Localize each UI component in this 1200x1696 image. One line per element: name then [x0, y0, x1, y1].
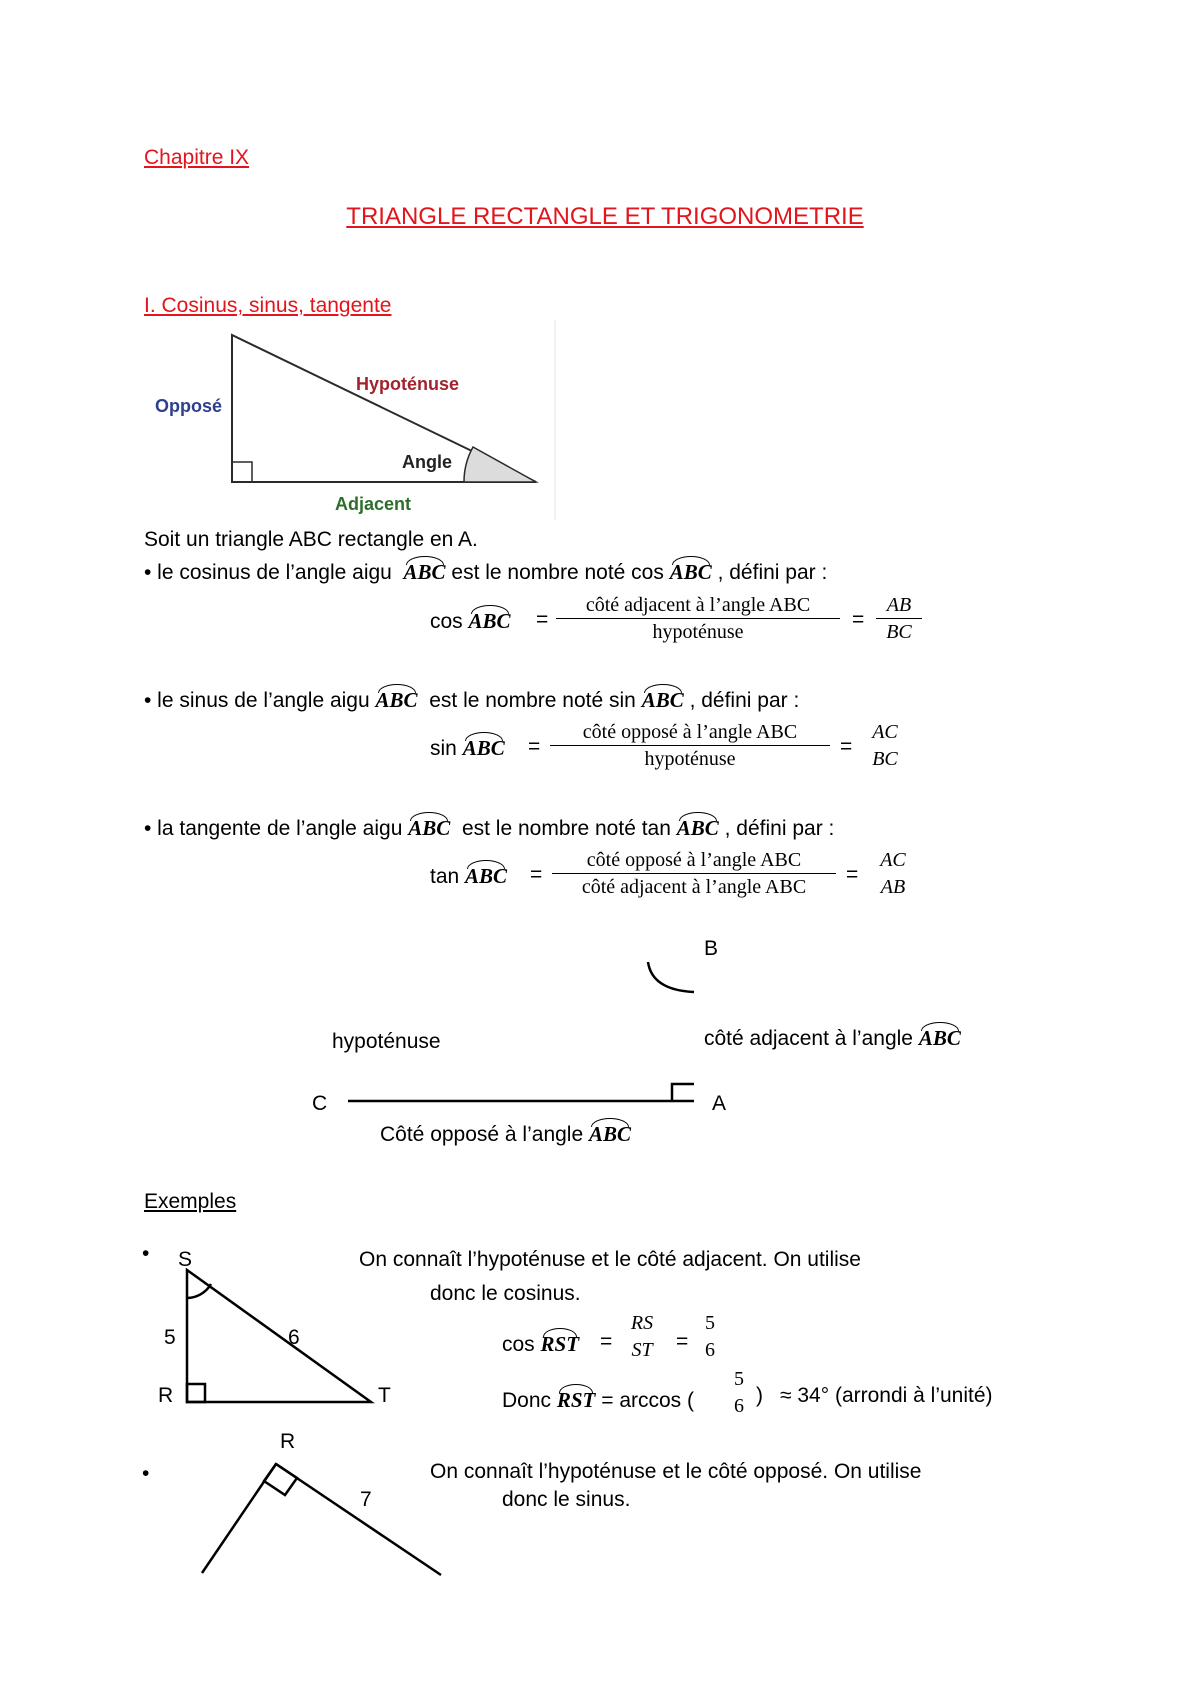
example1-vertex-r: R	[158, 1384, 174, 1407]
sin-denominator-2: BC	[872, 748, 898, 770]
example1-donc: Donc	[502, 1389, 552, 1412]
sin-eq-2: =	[840, 735, 853, 758]
tan-denominator: côté adjacent à l’angle ABC	[581, 876, 807, 898]
fig-oppose-label: Opposé	[155, 396, 223, 416]
cos-definition-line	[144, 556, 827, 585]
triangle-figure	[144, 320, 556, 520]
cos-denominator: hypoténuse	[652, 621, 744, 643]
vertex-c-label: C	[312, 1092, 328, 1115]
tan-denominator-2: AB	[880, 876, 906, 898]
angle-abc: ABC	[469, 605, 511, 634]
tan-line-a: • la tangente de l’angle aigu	[144, 817, 403, 840]
angle-abc: ABC	[670, 556, 712, 585]
sin-numerator-2: AC	[872, 721, 898, 743]
example1-arccos-fraction	[728, 1366, 750, 1419]
vertex-a-label: A	[712, 1092, 727, 1115]
example1-triangle	[150, 1268, 390, 1418]
angle-abc: ABC	[408, 812, 450, 841]
sin-line-b: est le nombre noté sin	[429, 689, 636, 712]
example1-result: ≈ 34° (arrondi à l’unité)	[780, 1384, 993, 1407]
example1-arccos-num: 5	[734, 1368, 744, 1390]
sin-lhs	[430, 732, 505, 761]
example1-line2: donc le cosinus.	[430, 1282, 581, 1305]
adjacent-side-label	[704, 1022, 961, 1051]
tan-line-c: , défini par :	[724, 817, 835, 840]
example1-vertex-t: T	[378, 1384, 391, 1407]
example1-vertex-s: S	[178, 1248, 193, 1271]
tan-numerator-2: AC	[880, 849, 906, 871]
cos-eq-2: =	[852, 608, 865, 631]
sin-fraction-2	[862, 719, 908, 772]
angle-abc: ABC	[376, 684, 418, 713]
cos-line-b: est le nombre noté cos	[451, 561, 664, 584]
angle-abc: ABC	[677, 812, 719, 841]
hypotenuse-label: hypoténuse	[332, 1030, 441, 1053]
cos-lhs	[430, 605, 511, 634]
fig-hypotenuse-label: Hypoténuse	[356, 374, 460, 394]
tan-definition-line	[144, 812, 834, 841]
opposite-side-text: Côté opposé à l’angle	[380, 1123, 584, 1146]
cos-fraction-2	[876, 592, 922, 645]
example1-val-num: 5	[705, 1312, 715, 1334]
sin-line-c: , défini par :	[689, 689, 800, 712]
example1-frac-num: RS	[630, 1312, 654, 1334]
example1-side-6: 6	[288, 1326, 300, 1349]
cos-lhs-label: cos	[430, 610, 463, 633]
sin-eq-1: =	[528, 735, 541, 758]
example2-line1: On connaît l’hypoténuse et le côté opposé. On utilise	[430, 1460, 922, 1483]
cos-line-a: • le cosinus de l’angle aigu	[144, 561, 392, 584]
sin-definition-line	[144, 684, 799, 713]
sin-lhs-label: sin	[430, 737, 457, 760]
example1-arccos-den: 6	[734, 1395, 744, 1417]
opposite-side-label	[380, 1118, 631, 1147]
examples-heading: Exemples	[144, 1190, 237, 1213]
sin-denominator: hypoténuse	[644, 748, 736, 770]
sin-fraction	[550, 719, 830, 772]
section-heading: I. Cosinus, sinus, tangente	[144, 294, 392, 317]
intro-text: Soit un triangle ABC rectangle en A.	[144, 528, 478, 551]
angle-abc: ABC	[404, 556, 446, 585]
cos-eq-1: =	[536, 608, 549, 631]
chapter-label: Chapitre IX	[144, 146, 250, 169]
example1-side-5: 5	[164, 1326, 176, 1349]
example1-cos-label: cos	[502, 1333, 535, 1356]
example1-arccos: = arccos (	[601, 1389, 695, 1412]
angle-abc: ABC	[589, 1118, 631, 1147]
example1-bullet: •	[142, 1242, 150, 1265]
example2-bullet: •	[142, 1462, 150, 1485]
angle-abc: ABC	[642, 684, 684, 713]
example1-close-paren: )	[756, 1384, 763, 1407]
fig-angle-label: Angle	[402, 452, 453, 472]
cos-numerator-2: AB	[886, 594, 912, 616]
example1-value-fraction	[698, 1310, 722, 1363]
page-title	[0, 203, 1200, 231]
tan-line-b: est le nombre noté tan	[461, 817, 671, 840]
cos-line-c: , défini par :	[717, 561, 828, 584]
tan-numerator: côté opposé à l’angle ABC	[586, 849, 802, 871]
adjacent-side-text: côté adjacent à l’angle	[704, 1027, 913, 1050]
page-title-text: TRIANGLE RECTANGLE ET TRIGONOMETRIE	[346, 203, 864, 230]
example1-line1: On connaît l’hypoténuse et le côté adjacent. On utilise	[359, 1248, 861, 1271]
tan-eq-1: =	[530, 863, 543, 886]
abc-diagram	[300, 900, 740, 1120]
angle-rst: RST	[557, 1384, 596, 1413]
cos-fraction	[556, 592, 840, 645]
angle-rst: RST	[541, 1328, 580, 1357]
cos-numerator: côté adjacent à l’angle ABC	[585, 594, 811, 616]
angle-abc: ABC	[919, 1022, 961, 1051]
example1-val-den: 6	[705, 1339, 715, 1361]
angle-abc: ABC	[465, 860, 507, 889]
example2-side-7: 7	[360, 1488, 372, 1511]
example1-frac-den: ST	[631, 1339, 653, 1361]
sin-numerator: côté opposé à l’angle ABC	[582, 721, 798, 743]
example1-eq-1: =	[600, 1330, 613, 1353]
example2-triangle	[190, 1460, 450, 1580]
tan-eq-2: =	[846, 863, 859, 886]
sin-line-a: • le sinus de l’angle aigu	[144, 689, 370, 712]
vertex-b-label: B	[704, 937, 719, 960]
example1-donc-line	[502, 1384, 694, 1413]
fig-adjacent-label: Adjacent	[335, 494, 412, 514]
example2-vertex-r: R	[280, 1430, 296, 1453]
angle-abc: ABC	[463, 732, 505, 761]
tan-fraction	[552, 847, 836, 900]
example1-fraction	[620, 1310, 664, 1363]
tan-lhs	[430, 860, 507, 889]
example1-cos-lhs	[502, 1328, 579, 1357]
tan-fraction-2	[870, 847, 916, 900]
tan-lhs-label: tan	[430, 865, 460, 888]
example2-line2: donc le sinus.	[502, 1488, 631, 1511]
cos-denominator-2: BC	[886, 621, 912, 643]
example1-eq-2: =	[676, 1330, 689, 1353]
